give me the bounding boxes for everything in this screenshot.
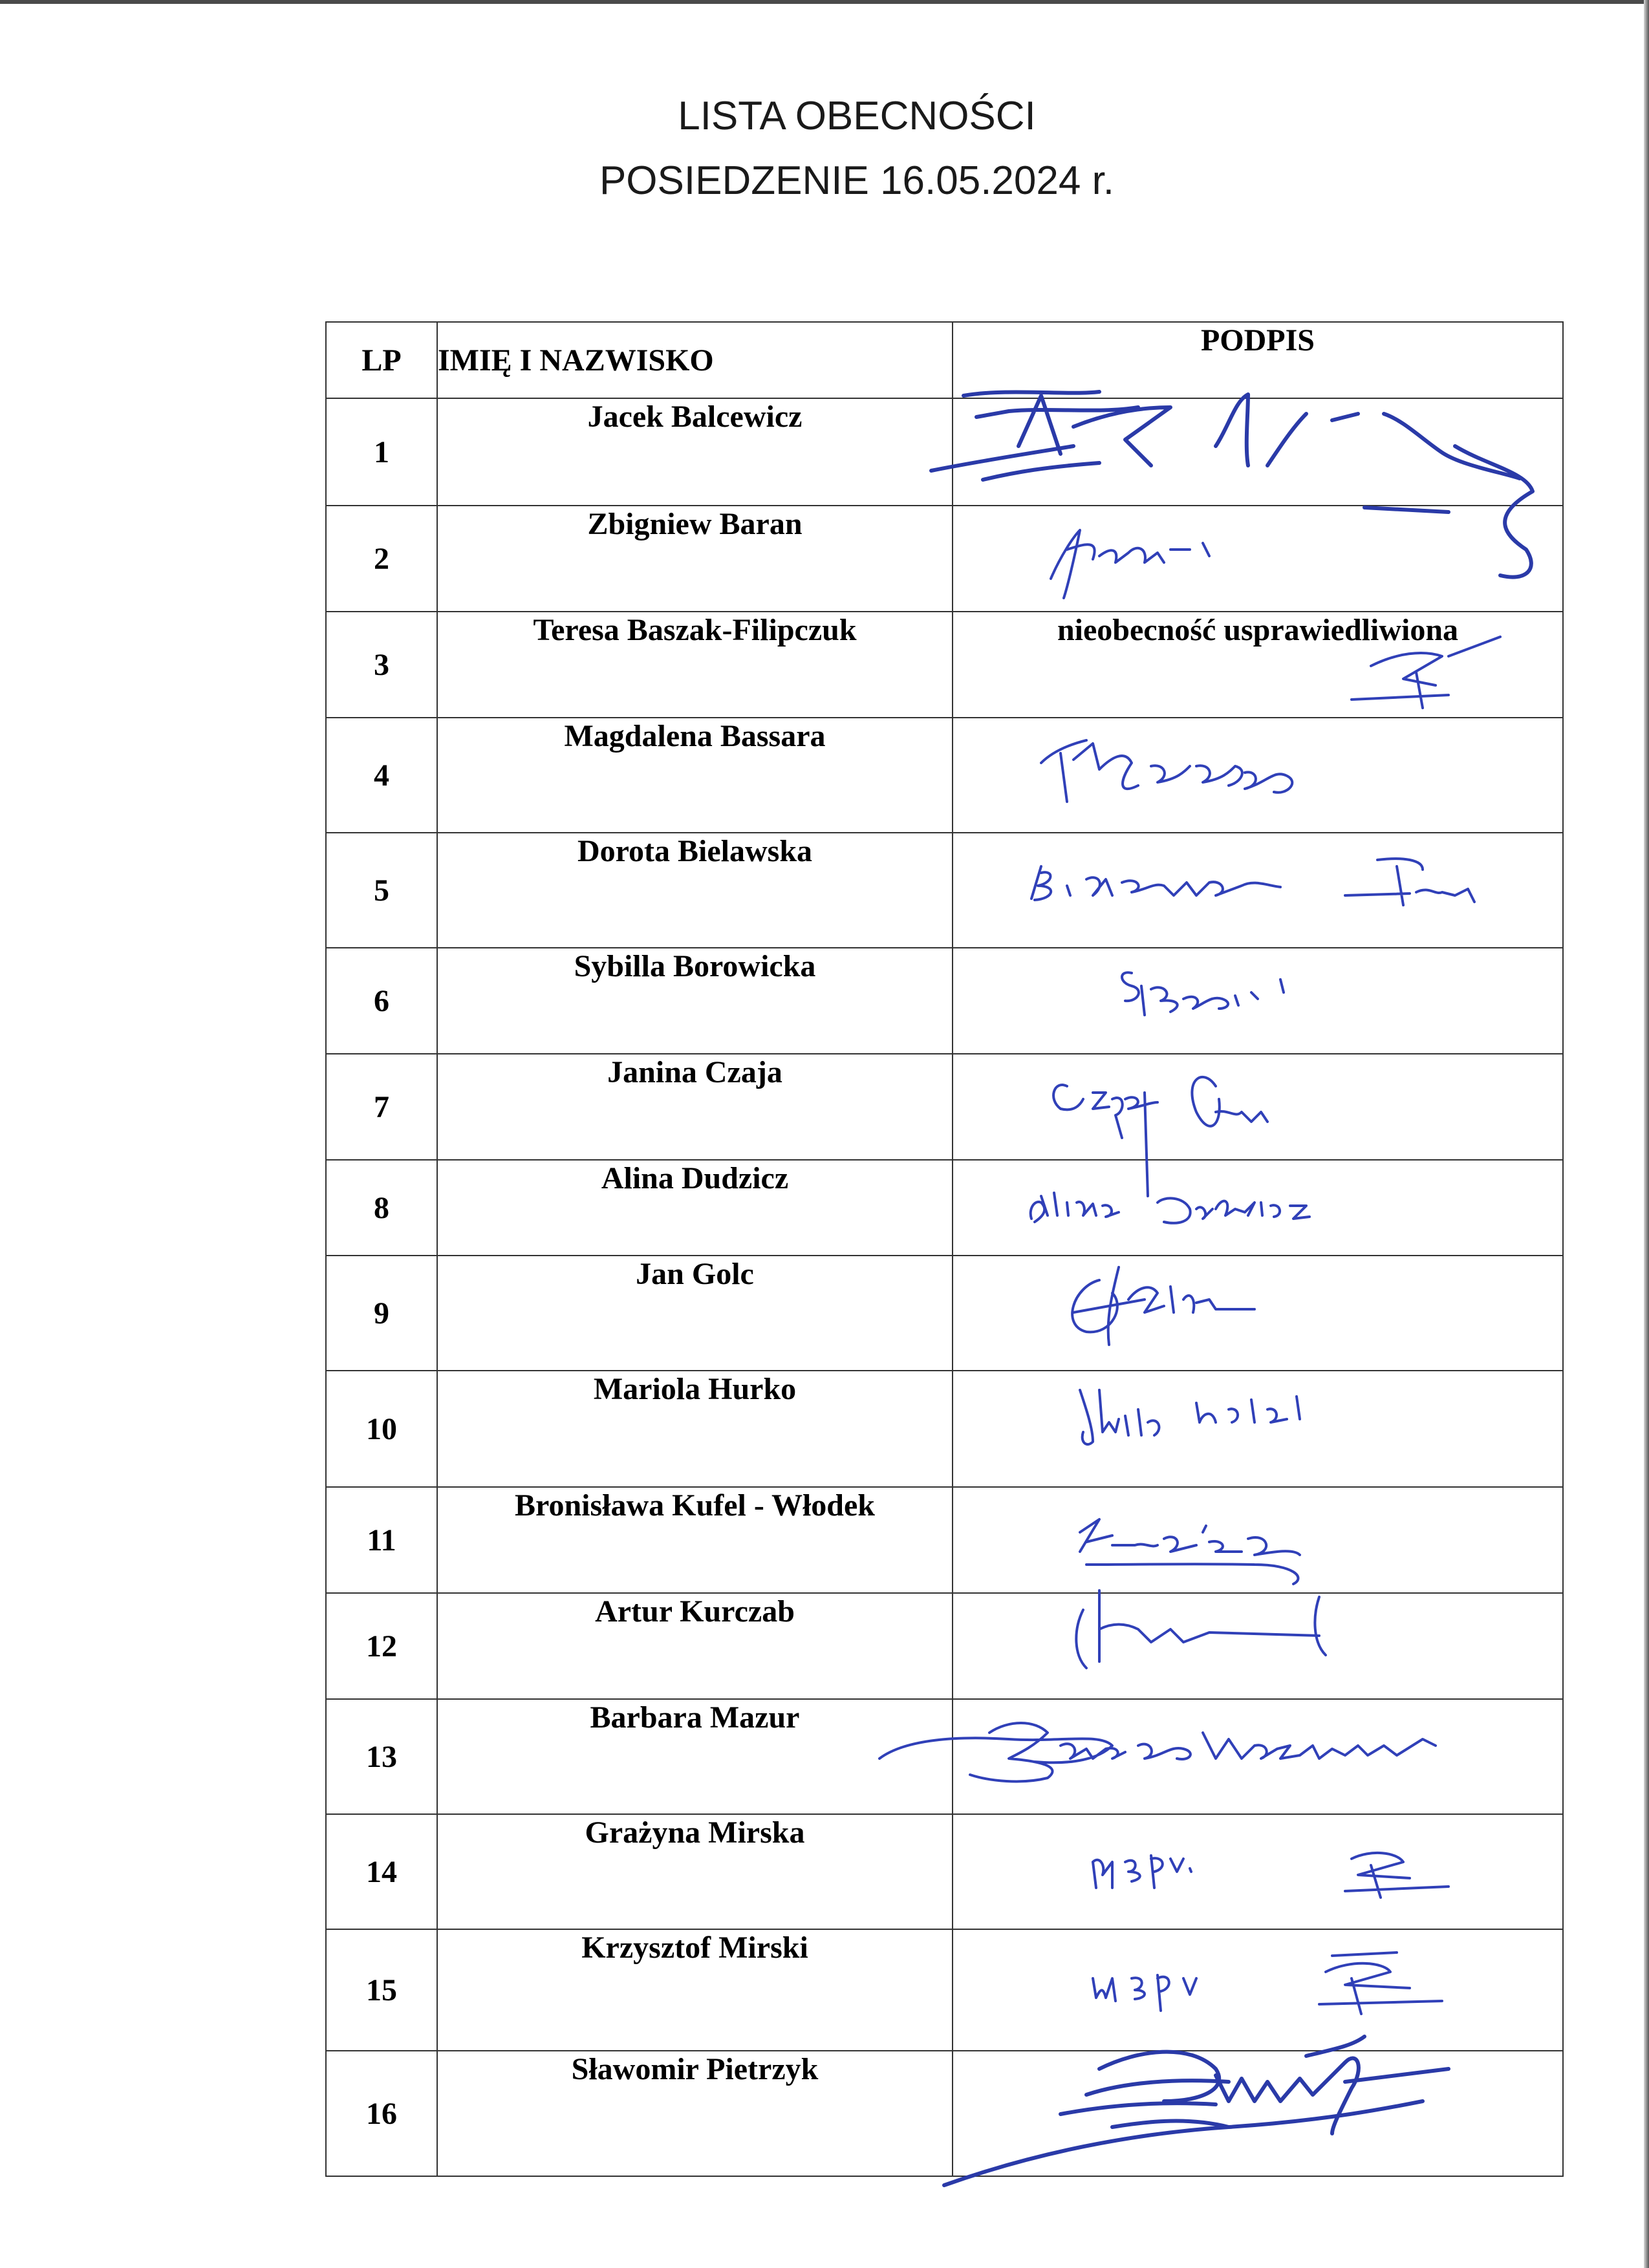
row-number: 11 [326,1487,437,1593]
row-signature: nieobecność usprawiedliwiona [953,612,1563,718]
table-row [326,948,1563,1054]
header-lp: LP [326,322,437,398]
row-number: 16 [326,2051,437,2176]
row-number: 6 [326,948,437,1054]
row-name: Dorota Bielawska [437,833,953,948]
row-number: 14 [326,1814,437,1929]
row-signature [953,1371,1563,1487]
row-name: Jan Golc [437,1256,953,1371]
row-signature [953,948,1563,1054]
row-name: Grażyna Mirska [437,1814,953,1929]
table-row [326,506,1563,612]
row-name: Bronisława Kufel - Włodek [437,1487,953,1593]
row-name: Krzysztof Mirski [437,1929,953,2051]
row-signature [953,1160,1563,1256]
row-name: Teresa Baszak-Filipczuk [437,612,953,718]
row-number: 13 [326,1699,437,1814]
row-name: Artur Kurczab [437,1593,953,1699]
table-row [326,2051,1563,2176]
row-name: Alina Dudzicz [437,1160,953,1256]
title-line-1: LISTA OBECNOŚCI [678,94,1036,138]
row-number: 7 [326,1054,437,1160]
table-row [326,1256,1563,1371]
row-signature [953,398,1563,506]
row-signature [953,1814,1563,1929]
table-row [326,1054,1563,1160]
row-signature [953,1487,1563,1593]
row-name: Barbara Mazur [437,1699,953,1814]
row-name: Magdalena Bassara [437,718,953,833]
table-row [326,1371,1563,1487]
table-row [326,398,1563,506]
row-name: Sybilla Borowicka [437,948,953,1054]
row-number: 2 [326,506,437,612]
title-line-2: POSIEDZENIE 16.05.2024 r. [599,158,1115,203]
row-number: 12 [326,1593,437,1699]
table-row [326,833,1563,948]
row-number: 4 [326,718,437,833]
attendance-table [325,321,1564,2177]
row-signature [953,1256,1563,1371]
header-row [326,322,1563,398]
scan-edge-top [0,0,1649,4]
row-signature [953,1593,1563,1699]
row-signature [953,833,1563,948]
row-signature [953,1054,1563,1160]
document-title [0,84,1649,213]
header-name: IMIĘ I NAZWISKO [437,322,953,398]
row-name: Mariola Hurko [437,1371,953,1487]
row-signature [953,2051,1563,2176]
row-number: 9 [326,1256,437,1371]
scan-edge-right [1644,0,1649,2268]
row-signature [953,1699,1563,1814]
row-number: 5 [326,833,437,948]
row-number: 3 [326,612,437,718]
table-row [326,1487,1563,1593]
header-signature: PODPIS [953,322,1563,398]
table-row [326,612,1563,718]
table-row [326,1814,1563,1929]
row-signature [953,718,1563,833]
row-number: 10 [326,1371,437,1487]
row-signature [953,1929,1563,2051]
table-row [326,1593,1563,1699]
table-row [326,1160,1563,1256]
row-name: Zbigniew Baran [437,506,953,612]
row-name: Jacek Balcewicz [437,398,953,506]
row-number: 1 [326,398,437,506]
row-signature [953,506,1563,612]
row-number: 8 [326,1160,437,1256]
table-row [326,718,1563,833]
table-row [326,1929,1563,2051]
row-name: Janina Czaja [437,1054,953,1160]
row-name: Sławomir Pietrzyk [437,2051,953,2176]
row-number: 15 [326,1929,437,2051]
table-row [326,1699,1563,1814]
